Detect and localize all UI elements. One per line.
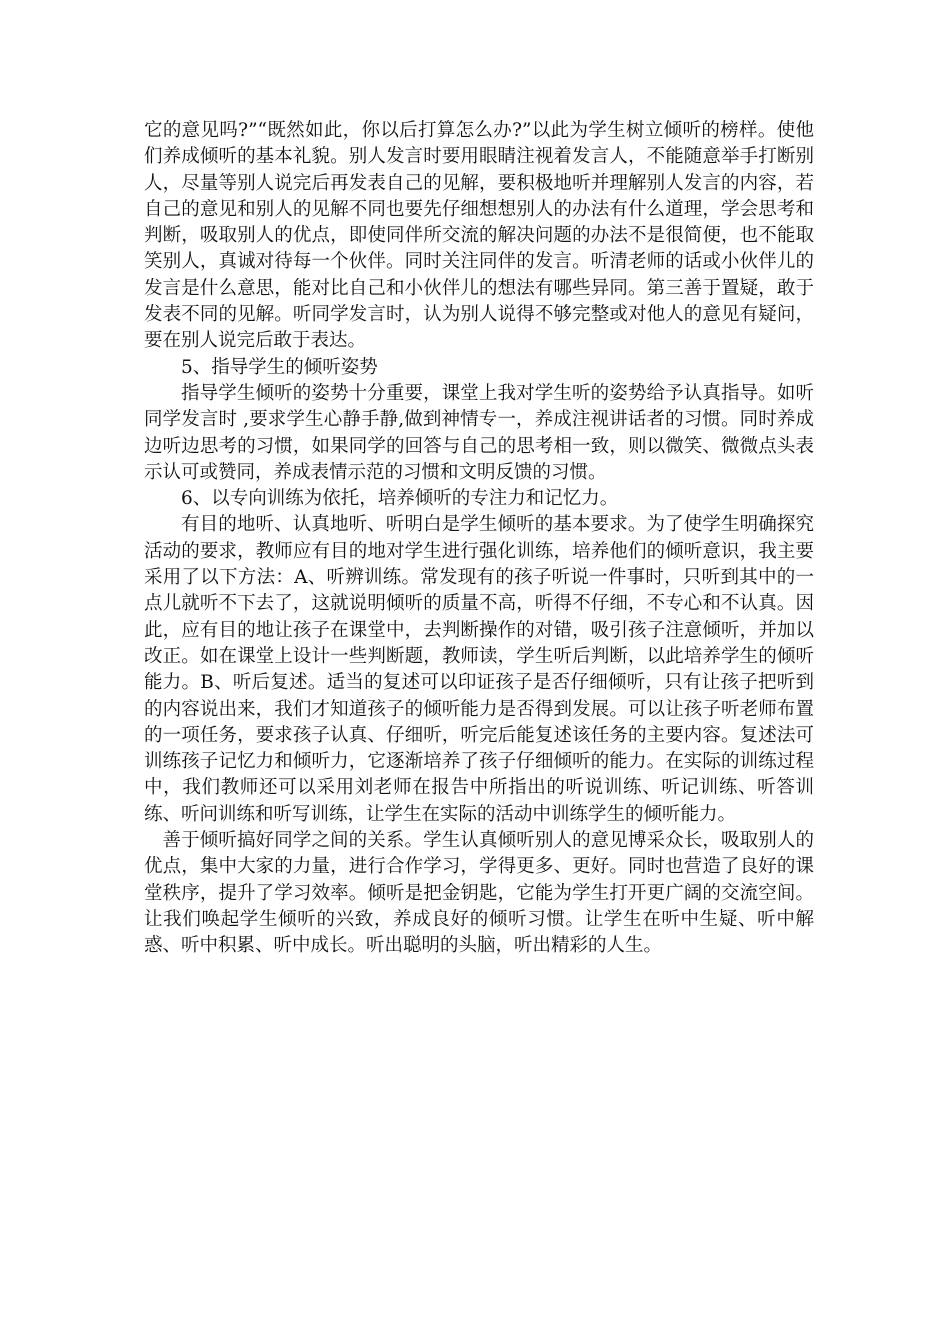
document-page: [144, 118, 814, 960]
heading-focused-training: 6、以专向训练为依托，培养倾听的专注力和记忆力。: [181, 488, 619, 510]
paragraph-listening-posture: 指导学生倾听的姿势十分重要，课堂上我对学生听的姿势给予认真指导。如听同学发言时 ,要求学生心静手静,做到神情专一，养成注视讲话者的习惯。同时养成边听边思考的习惯，如果同学的回答与自己的思考相一致，则以微笑、微微点头表示认可或赞同，养成表情示范的习惯和文明反馈的习惯。: [144, 382, 814, 483]
paragraph-conclusion: 善于倾听搞好同学之间的关系。学生认真倾听别人的意见博采众长，吸取别人的优点，集中大家的力量，进行合作学习，学得更多、更好。同时也营造了良好的课堂秩序，提升了学习效率。倾听是把金钥匙，它能为学生打开更广阔的交流空间。让我们唤起学生倾听的兴致，养成良好的倾听习惯。让学生在听中生疑、听中解惑、听中积累、听中成长。听出聪明的头脑，听出精彩的人生。: [144, 830, 814, 957]
paragraph-focused-training: 有目的地听、认真地听、听明白是学生倾听的基本要求。为了使学生明确探究活动的要求，教师应有目的地对学生进行强化训练，培养他们的倾听意识，我主要采用了以下方法：A、听辨训练。常发现有的孩子听说一件事时，只听到其中的一点儿就听不下去了，这就说明倾听的质量不高，听得不仔细，不专心和不认真。因此，应有目的地让孩子在课堂中，去判断操作的对错，吸引孩子注意倾听，并加以改正。如在课堂上设计一些判断题，教师读，学生听后判断，以此培养学生的倾听能力。B、听后复述。适当的复述可以印证孩子是否仔细倾听，只有让孩子把听到的内容说出来，我们才知道孩子的倾听能力是否得到发展。可以让孩子听老师布置的一项任务，要求孩子认真、仔细听，听完后能复述该任务的主要内容。复述法可训练孩子记忆力和倾听力，它逐渐培养了孩子仔细倾听的能力。在实际的训练过程中，我们教师还可以采用刘老师在报告中所指出的听说训练、听记训练、听答训练、听问训练和听写训练，让学生在实际的活动中训练学生的倾听能力。: [144, 514, 814, 825]
paragraph-listening-etiquette: 它的意见吗?”“既然如此，你以后打算怎么办?”以此为学生树立倾听的榜样。使他们养成倾听的基本礼貌。别人发言时要用眼睛注视着发言人，不能随意举手打断别人，尽量等别人说完后再发表自己的见解，要积极地听并理解别人发言的内容，若自己的意见和别人的见解不同也要先仔细想想别人的办法有什么道理，学会思考和判断，吸取别人的优点，即使同伴所交流的解决问题的办法不是很简便，也不能取笑别人，真诚对待每一个伙伴。同时关注同伴的发言。听清老师的话或小伙伴儿的发言是什么意思，能对比自己和小伙伴儿的想法有哪些异同。第三善于置疑，敢于发表不同的见解。听同学发言时，认为别人说得不够完整或对他人的意见有疑问，要在别人说完后敢于表达。: [144, 120, 814, 352]
heading-listening-posture: 5、指导学生的倾听姿势: [181, 356, 378, 378]
